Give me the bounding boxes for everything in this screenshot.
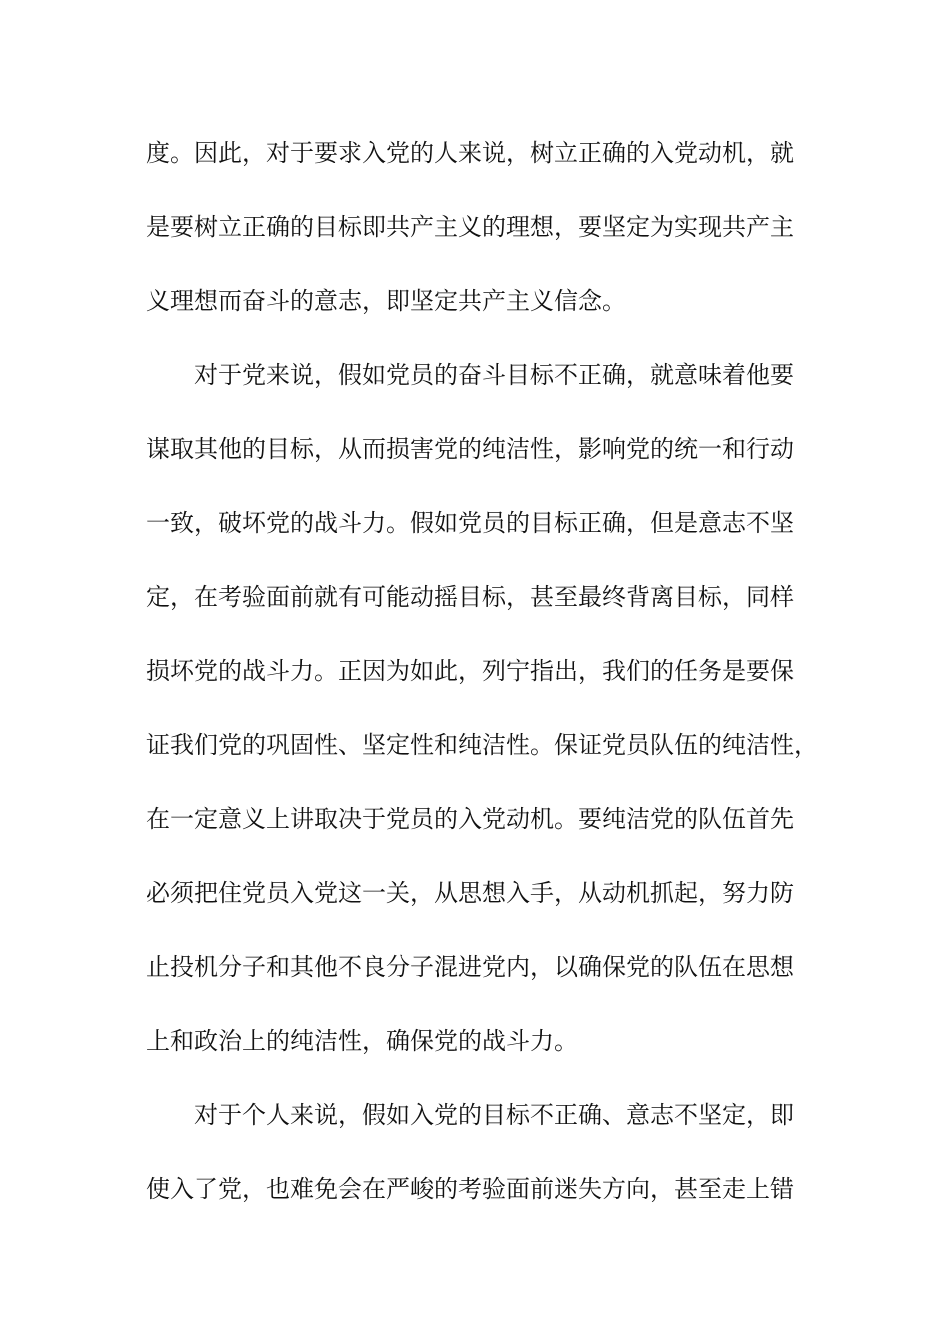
text-line: 证我们党的巩固性、坚定性和纯洁性。保证党员队伍的纯洁性，: [146, 731, 818, 759]
text-line: 一致，破坏党的战斗力。假如党员的目标正确，但是意志不坚: [146, 509, 794, 537]
text-line: 损坏党的战斗力。正因为如此，列宁指出，我们的任务是要保: [146, 657, 794, 685]
text-line: 定，在考验面前就有可能动摇目标，甚至最终背离目标，同样: [146, 583, 794, 611]
text-line: 上和政治上的纯洁性，确保党的战斗力。: [146, 1027, 578, 1055]
text-line: 义理想而奋斗的意志，即坚定共产主义信念。: [146, 287, 626, 315]
paragraph-first-line: 对于党来说，假如党员的奋斗目标不正确，就意味着他要: [194, 361, 794, 389]
text-line: 必须把住党员入党这一关，从思想入手，从动机抓起，努力防: [146, 879, 794, 907]
text-line: 谋取其他的目标，从而损害党的纯洁性，影响党的统一和行动: [146, 435, 794, 463]
document-body: [146, 116, 826, 1226]
text-line: 使入了党，也难免会在严峻的考验面前迷失方向，甚至走上错: [146, 1175, 794, 1203]
text-line: 度。因此，对于要求入党的人来说，树立正确的入党动机，就: [146, 139, 794, 167]
paragraph-first-line: 对于个人来说，假如入党的目标不正确、意志不坚定，即: [194, 1101, 794, 1129]
text-line: 止投机分子和其他不良分子混进党内，以确保党的队伍在思想: [146, 953, 794, 981]
text-line: 在一定意义上讲取决于党员的入党动机。要纯洁党的队伍首先: [146, 805, 794, 833]
text-line: 是要树立正确的目标即共产主义的理想，要坚定为实现共产主: [146, 213, 794, 241]
